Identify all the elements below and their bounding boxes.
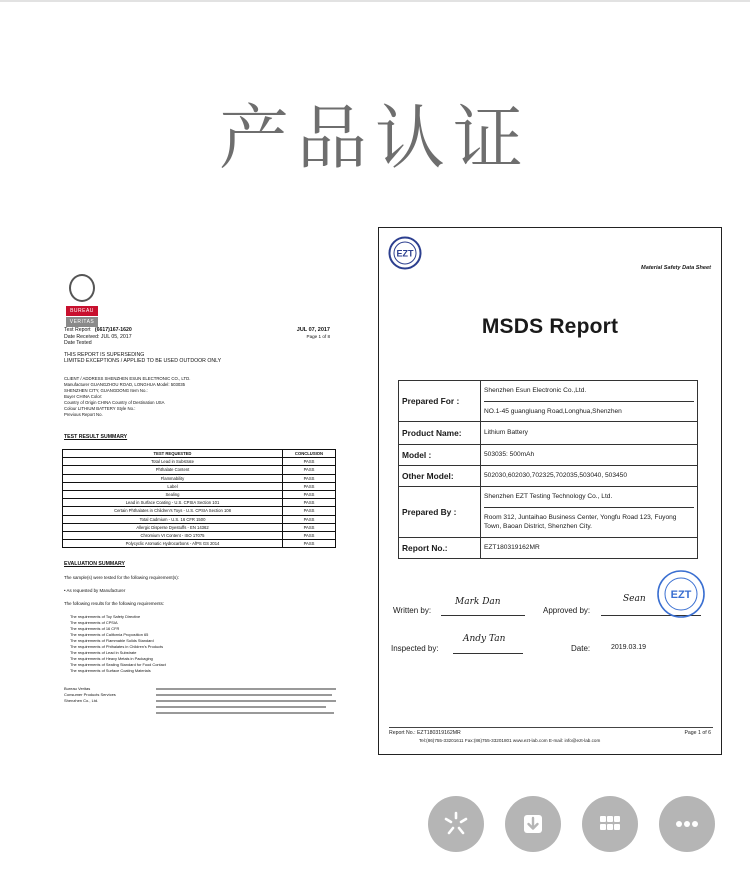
table-row: Polycyclic Aromatic Hydrocarbons - AfPS GS 2014 PASS [63,540,336,548]
bv-evaluation-line: The requirements of Surface Coating Materials [70,668,151,673]
bv-evaluation-line: The requirements of Flammable Solids Standard [70,638,154,643]
bv-evaluation-line: The requirements of Toy Safety Directive [70,614,141,619]
report-no-value: EZT180319162MR [481,537,698,558]
table-row: Certain Phthalates in Children's Toys - U.S. CPSIA Section 108 PASS [63,507,336,515]
page-title: 产品认证 [219,97,531,179]
footer-page: Page 1 of 6 [684,730,711,736]
bv-detail-line: Manufacturer GUANGZHOU ROAD, LONGHUA Model: 503035 [64,382,186,387]
prepared-for-value: Shenzhen Esun Electronic Co.,Ltd. NO.1-45 guangluang Road,Longhua,Shenzhen [481,381,698,422]
bureau-veritas-test-report [58,268,342,723]
table-header-row [63,450,336,458]
prepared-by-label: Prepared By : [399,487,481,538]
column-header: TEST REQUESTED [63,450,283,458]
grid-button[interactable] [582,796,638,852]
more-button[interactable] [659,796,715,852]
bv-footer-line: Bureau Veritas [64,686,91,691]
date-label: Date: [571,644,591,653]
approved-by-label: Approved by: [543,606,591,615]
table-row: Label PASS [63,482,336,490]
bureau-veritas-logo: BUREAU VERITAS [66,274,98,322]
bv-evaluation-line: The requirements of 16 CFR [70,626,120,631]
table-row: Chromium VI Content - ISO 17075 PASS [63,532,336,540]
product-name-value: Lithium Battery [481,422,698,445]
bv-detail-line: CLIENT / ADDRESS SHENZHEN ESUN ELECTRONIC CO., LTD. [64,376,191,381]
prepared-for-row [399,381,698,422]
download-icon [518,809,548,839]
bv-footer-line: Consumer Products Services [64,692,116,697]
action-toolbar [428,796,716,854]
bv-evaluation-line: The following results for the following requirements: [64,601,165,606]
bv-detail-line: Buyer CHINA Color: [64,394,103,399]
prepared-for-label: Prepared For : [399,381,481,422]
product-name-row [399,422,698,445]
model-label: Model : [399,445,481,466]
bv-evaluation-heading: EVALUATION SUMMARY [64,561,125,567]
bv-summary-heading: TEST RESULT SUMMARY [64,434,128,440]
bv-page-info: Page 1 of 8 [306,334,330,339]
msds-report-document [378,227,722,755]
bv-evaluation-line: The requirements of Heavy Metals in Packaging [70,656,153,661]
inspected-by-signature: Andy Tan [463,634,506,644]
top-divider [0,0,750,2]
approved-by-signature: Sean [623,594,646,604]
bv-header-line: Date Tested [64,340,92,346]
bv-evaluation-line: The sample(s) were tested for the following requirement(s): [64,575,179,580]
bv-detail-line: Previous Report No. [64,412,103,417]
report-no-row [399,537,698,558]
bv-evaluation-line: The requirements of Sealing Standard for Food Contact [70,662,166,667]
fine-print-block [156,688,336,690]
prepared-by-value: Shenzhen EZT Testing Technology Co., Ltd. Room 312, Juntaihao Business Center, Yongfu Road 123, Fuyong Town, Baoan District, Shenzhen City. [481,487,698,538]
fine-print-block [156,712,334,714]
bv-detail-line: SHENZHEN CITY, GUANGDONG Item No.: [64,388,148,393]
table-row: Total Cadmium - U.S. 16 CFR 1500 PASS [63,515,336,523]
more-icon [672,809,702,839]
fine-print-block [156,700,336,702]
bv-summary-table [62,449,336,548]
bv-footer-line: Shenzhen Co., Ltd. [64,698,99,703]
burst-icon [441,809,471,839]
footer-report-no: Report No.: EZT180319162MR [389,730,461,736]
prepared-by-row [399,487,698,538]
product-name-label: Product Name: [399,422,481,445]
signature-line [441,615,525,616]
model-row [399,445,698,466]
inspected-by-label: Inspected by: [391,644,439,653]
report-date: 2019.03.19 [611,644,647,651]
fine-print-block [156,694,332,696]
footer-contact: Tel:(86)755-33201611 Fax:(86)755-33201801 www.ezt-lab.com E-mail: info@ezt-lab.com [419,738,601,743]
table-row: Flammability PASS [63,474,336,482]
burst-button[interactable] [428,796,484,852]
ezt-company-stamp [656,569,706,619]
svg-text:EZT: EZT [670,589,692,601]
bv-report-number: Test Report (6617)167-1620 [64,327,132,333]
document-type-label: Material Safety Data Sheet [641,265,711,271]
table-row: Phthalate Content PASS [63,466,336,474]
bv-detail-line: Colour LITHIUM BATTERY Style No.: [64,406,136,411]
table-row: Allergic Disperse Dyestuffs - EN 14362 PASS [63,523,336,531]
written-by-signature: Mark Dan [455,597,501,607]
msds-title: MSDS Report [481,315,619,338]
bv-evaluation-line: The requirements of Lead in Substrate [70,650,137,655]
fine-print-block [156,706,326,708]
svg-text:EZT: EZT [396,248,414,259]
column-header: CONCLUSION [283,450,336,458]
msds-info-table [398,380,698,559]
other-model-label: Other Model: [399,466,481,487]
bv-evaluation-line: The requirements of California Proposition 65 [70,632,149,637]
ezt-logo [388,236,422,270]
bv-intro-line: THIS REPORT IS SUPERSEDING [64,352,145,358]
table-row: Sealing PASS [63,491,336,499]
other-model-value: 502030,602030,702325,702035,503040, 503450 [481,466,698,487]
written-by-label: Written by: [393,606,432,615]
other-model-row [399,466,698,487]
grid-icon [595,809,625,839]
bv-evaluation-line: The requirements of CPSIA [70,620,118,625]
footer-divider [389,727,713,728]
bv-evaluation-line: • As requested by Manufacturer [64,588,126,593]
report-no-label: Report No.: [399,537,481,558]
signature-line [453,653,523,654]
download-button[interactable] [505,796,561,852]
table-row: Total Lead in Substrate PASS [63,458,336,466]
bv-header-line: Date Received: JUL 05, 2017 [64,334,132,340]
model-value: 503035: 500mAh [481,445,698,466]
bv-intro-line: LIMITED EXCEPTIONS / APPLIED TO BE USED OUTDOOR ONLY [64,358,222,364]
bv-detail-line: Country of Origin CHINA Country of Destination USA [64,400,165,405]
table-row: Lead in Surface Coating - U.S. CPSIA Section 101 PASS [63,499,336,507]
bv-report-date: JUL 07, 2017 [296,327,330,333]
bv-evaluation-line: The requirements of Phthalates in Children's Products [70,644,164,649]
